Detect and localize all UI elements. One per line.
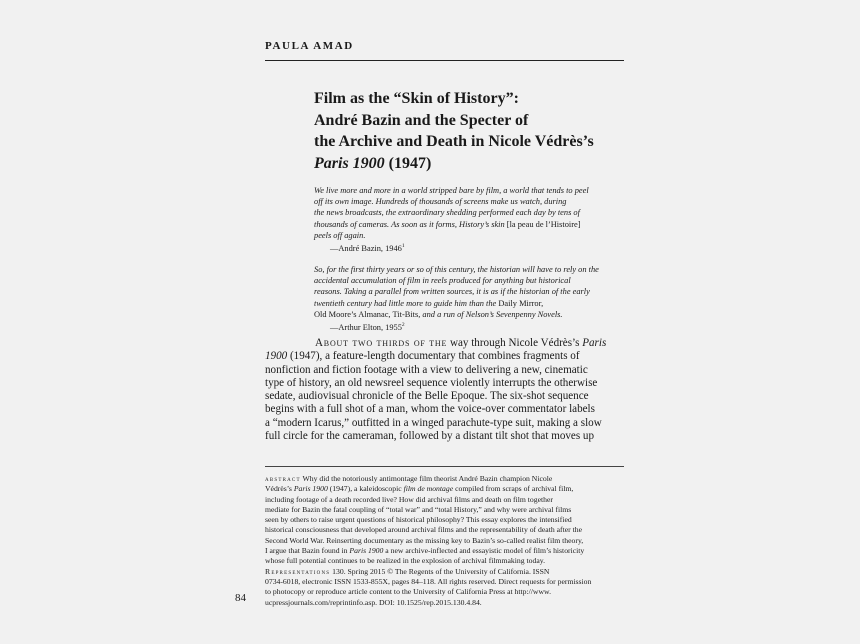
body-italic: Paris bbox=[582, 337, 607, 349]
title-year: (1947) bbox=[384, 154, 432, 172]
body-line bbox=[265, 350, 626, 363]
epigraph-elton bbox=[314, 264, 626, 333]
body-line: sedate, audiovisual chronicle of the Belle Epoque. The six-shot sequence bbox=[265, 390, 589, 403]
attribution-text: —André Bazin, 1946 bbox=[330, 243, 402, 253]
body-line bbox=[265, 337, 626, 350]
abstract-italic: film de montage bbox=[403, 484, 454, 494]
epigraph-line: reasons. Taking a parallel from written sources, it is as if the historian of the early bbox=[314, 287, 590, 297]
abstract-line: ucpressjournals.com/reprintinfo.asp. DOI: 10.1525/rep.2015.130.4.84. bbox=[265, 597, 482, 607]
epigraph-line bbox=[314, 298, 626, 309]
abstract-text: 130. Spring 2015 © The Regents of the University of California. ISSN bbox=[330, 566, 550, 576]
body-line: nonfiction and fiction footage with a view to delivering a new, cinematic bbox=[265, 363, 588, 376]
abstract-line: whose full potential continues to be realized in the explosion of archival filmmaking today. bbox=[265, 556, 546, 566]
page-number: 84 bbox=[235, 592, 246, 604]
abstract-line: Second World War. Reinserting documentary as the missing key to Bazin’s so-called realist film theory, bbox=[265, 535, 584, 545]
body-line: full circle for the cameraman, followed by a distant tilt shot that moves up bbox=[265, 430, 595, 443]
epigraph-line: peels off again. bbox=[314, 230, 366, 240]
abstract-text: a new archive-inflected and essayistic model of film’s historicity bbox=[383, 546, 585, 556]
epigraph-line: the news broadcasts, the extraordinary shedding performed each day by tens of bbox=[314, 208, 580, 218]
abstract-text: Védrès’s bbox=[265, 484, 294, 494]
title-line: the Archive and Death in Nicole Védrès’s bbox=[314, 133, 594, 150]
epigraph-attribution bbox=[314, 241, 626, 254]
epigraph-roman-text: Daily Mirror, bbox=[498, 298, 544, 308]
abstract-text: Why did the notoriously antimontage film theorist André Bazin champion Nicole bbox=[300, 474, 553, 483]
epigraph-line bbox=[314, 219, 626, 230]
abstract-italic: Paris 1900 bbox=[293, 484, 328, 494]
abstract-text: I argue that Bazin found in bbox=[265, 546, 350, 556]
running-head-author: PAULA AMAD bbox=[265, 40, 354, 52]
abstract-line: mediate for Bazin the fatal coupling of “total war” and “total History,” and why were archival films bbox=[265, 504, 572, 514]
abstract-rule bbox=[265, 466, 624, 467]
epigraph-line: off its own image. Hundreds of thousands of screens make us watch, during bbox=[314, 197, 567, 207]
attribution-text: —Arthur Elton, 1955 bbox=[330, 322, 402, 332]
abstract-line: seen by others to raise urgent questions of historical philosophy? This essay explores the intensified bbox=[265, 515, 572, 525]
abstract-line: 0734-6018, electronic ISSN 1533-855X, pages 84–118. All rights reserved. Direct requests for permission bbox=[265, 576, 592, 586]
abstract-block bbox=[265, 474, 626, 608]
abstract-line bbox=[265, 546, 626, 556]
abstract-line: to photocopy or reproduce article content to the University of California Press at http://www. bbox=[265, 587, 552, 597]
abstract-line bbox=[265, 567, 626, 577]
epigraph-line: So, for the first thirty years or so of this century, the historian will have to rely on the bbox=[314, 265, 599, 274]
body-line: a “modern Icarus,” outfitted in a winged parachute-type suit, making a slow bbox=[265, 416, 602, 429]
abstract-line bbox=[265, 474, 626, 484]
body-text: way through Nicole Védrès’s bbox=[447, 337, 583, 349]
body-paragraph bbox=[265, 337, 626, 443]
abstract-label: abstract bbox=[265, 474, 301, 483]
epigraph-line: We live more and more in a world stripped bare by film, a world that tends to peel bbox=[314, 186, 589, 195]
body-lead-in: About two thirds of the bbox=[315, 337, 448, 349]
body-line: type of history, an old newsreel sequence violently interrupts the otherwise bbox=[265, 376, 598, 389]
body-line: begins with a full shot of a man, whom the voice-over commentator labels bbox=[265, 403, 595, 416]
epigraph-text: twentieth century had little more to guide him than the bbox=[314, 298, 499, 308]
epigraph-line: accidental accumulation of film in reels produced for anything but historical bbox=[314, 276, 571, 286]
epigraph-attribution bbox=[314, 320, 626, 333]
abstract-line: including footage of a death recorded live? How did archival films and death on film together bbox=[265, 494, 553, 504]
title-line: André Bazin and the Specter of bbox=[314, 111, 529, 129]
journal-name: Representations bbox=[265, 566, 331, 576]
article-title bbox=[314, 88, 634, 174]
epigraph-french-text: [la peau de l’Histoire] bbox=[506, 219, 581, 229]
title-line: Film as the “Skin of History”: bbox=[314, 90, 519, 107]
abstract-text: compiled from scraps of archival film, bbox=[453, 484, 574, 494]
abstract-italic: Paris 1900 bbox=[349, 546, 384, 556]
header-rule bbox=[265, 60, 624, 61]
abstract-text: (1947), a kaleidoscopic bbox=[327, 484, 404, 494]
title-film-name: Paris 1900 bbox=[314, 154, 385, 172]
epigraph-bazin bbox=[314, 185, 626, 254]
footnote-marker: 2 bbox=[401, 322, 405, 329]
epigraph-text: and a run of Nelson’s Sevenpenny Novels. bbox=[420, 309, 563, 319]
title-line bbox=[314, 153, 634, 175]
epigraph-roman-text: Old Moore’s Almanac, Tit-Bits, bbox=[314, 309, 421, 319]
abstract-line: historical consciousness that developed around archival films and the representability of death after the bbox=[265, 525, 583, 535]
epigraph-line bbox=[314, 309, 626, 320]
footnote-marker: 1 bbox=[401, 243, 405, 250]
abstract-line bbox=[265, 484, 626, 494]
epigraph-text: thousands of cameras. As soon as it forms, History’s skin bbox=[314, 219, 507, 229]
body-text: (1947), a feature-length documentary that combines fragments of bbox=[287, 350, 580, 363]
body-italic: 1900 bbox=[265, 350, 288, 363]
